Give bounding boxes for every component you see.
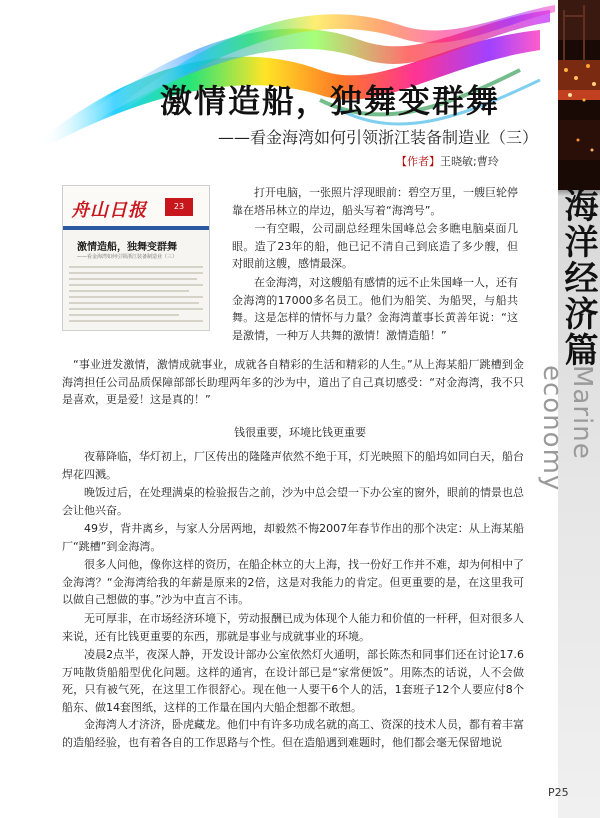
newspaper-text-line — [69, 296, 203, 298]
newspaper-text-line — [69, 290, 189, 292]
newspaper-date-badge: 23 — [165, 198, 193, 216]
paragraph-3: 在金海湾，对这艘船有感情的远不止朱国峰一人，还有金海湾的17000多名员工。他们为船笑、为船哭，与船共舞。这是怎样的情怀与力量？金海湾董事长黄善年说：“这是激情，一种万人共舞的激情！激情造船！” — [232, 276, 518, 342]
side-banner-title: 海洋经济篇 — [558, 188, 598, 368]
newspaper-text-line — [69, 320, 203, 322]
newspaper-thumbnail — [62, 185, 210, 331]
paragraph-11: 金海湾人才济济，卧虎藏龙。他们中有许多功成名就的高工、资深的技术人员，都有着丰富的造船经验，也有着各自的工作思路与个性。但在造船遇到难题时，他们都会毫无保留地说 — [62, 718, 524, 749]
newspaper-text-line — [69, 308, 203, 310]
shipyard-night-photo — [558, 0, 600, 190]
paragraph-4: “事业迸发激情，激情成就事业，成就各自精彩的生活和精彩的人生。”从上海某船厂跳槽到金海湾担任公司品质保障部部长助理两年多的沙为中，道出了自己真切感受：“对金海湾，我不只是喜欢，更是爱！这是真的！” — [62, 358, 524, 407]
newspaper-text-line — [69, 314, 179, 316]
newspaper-logo: 舟山日报 — [71, 200, 147, 221]
newspaper-text-line — [69, 302, 199, 304]
newspaper-headline: 激情造船，独舞变群舞 — [77, 242, 177, 253]
article-subtitle: ——看金海湾如何引领浙江装备制造业（三） — [218, 128, 539, 147]
side-banner-english: Marine economy — [537, 365, 597, 492]
paragraph-10: 凌晨2点半，夜深人静，开发设计部办公室依然灯火通明，部长陈杰和同事们还在讨论17.6万吨散货船船型优化问题。这样的通宵，在设计部已是“家常便饭”。用陈杰的话说，人不会做死，只有被气死，在这里工作很舒心。现在他一人要干6个人的活，1套班子12个人要应付8个船东、做14套图纸，这样的工作量在国内大船企想都不敢想。 — [62, 648, 524, 714]
newspaper-text-line — [69, 278, 197, 280]
paragraph-7: 49岁，背井离乡，与家人分居两地，却毅然不悔2007年春节作出的那个决定：从上海某船厂“跳槽”到金海湾。 — [62, 522, 524, 553]
paragraph-6: 晚饭过后，在处理满桌的检验报告之前，沙为中总会望一下办公室的窗外，眼前的情景也总会让他兴奋。 — [62, 486, 524, 517]
paragraph-2: 一有空暇，公司副总经理朱国峰总会多瞧电脑桌面几眼。造了23年的船，他已记不清自己到底造了多少艘，但对眼前这艘，感情最深。 — [232, 222, 518, 271]
newspaper-text-line — [69, 266, 203, 268]
author-names: 王晓敏;曹玲 — [440, 155, 499, 168]
paragraph-8: 很多人问他，像你这样的资历，在船企林立的大上海，找一份好工作并不难，却为何相中了金海湾？“金海湾给我的年薪是原来的2倍，这是对我能力的肯定。但更重要的是，在这里我可以做自己想做的事。”沙为中直言不讳。 — [62, 558, 524, 607]
article-title: 激情造船，独舞变群舞 — [160, 82, 501, 120]
paragraph-9: 无可厚非，在市场经济环境下，劳动报酬已成为体现个人能力和价值的一杆秤，但对很多人来说，还有比钱更重要的东西，那就是事业与成就事业的环境。 — [62, 612, 524, 643]
paragraph-1: 打开电脑，一张照片浮现眼前：碧空万里，一艘巨轮停靠在塔吊林立的岸边，船头写着“海湾号”。 — [232, 186, 518, 217]
newspaper-header-bar — [63, 226, 209, 230]
author-line — [396, 153, 499, 169]
paragraph-5: 夜幕降临，华灯初上，厂区传出的隆隆声依然不绝于耳，灯光映照下的船坞如同白天，船台焊花四溅。 — [62, 450, 524, 481]
page-number: P25 — [548, 786, 569, 799]
newspaper-subhead: ——看金海湾如何引领浙江装备制造业（三） — [77, 254, 178, 260]
author-tag: 【作者】 — [396, 155, 440, 168]
newspaper-text-line — [69, 284, 203, 286]
section-heading: 钱很重要，环境比钱更重要 — [234, 426, 366, 439]
newspaper-text-line — [69, 272, 203, 274]
